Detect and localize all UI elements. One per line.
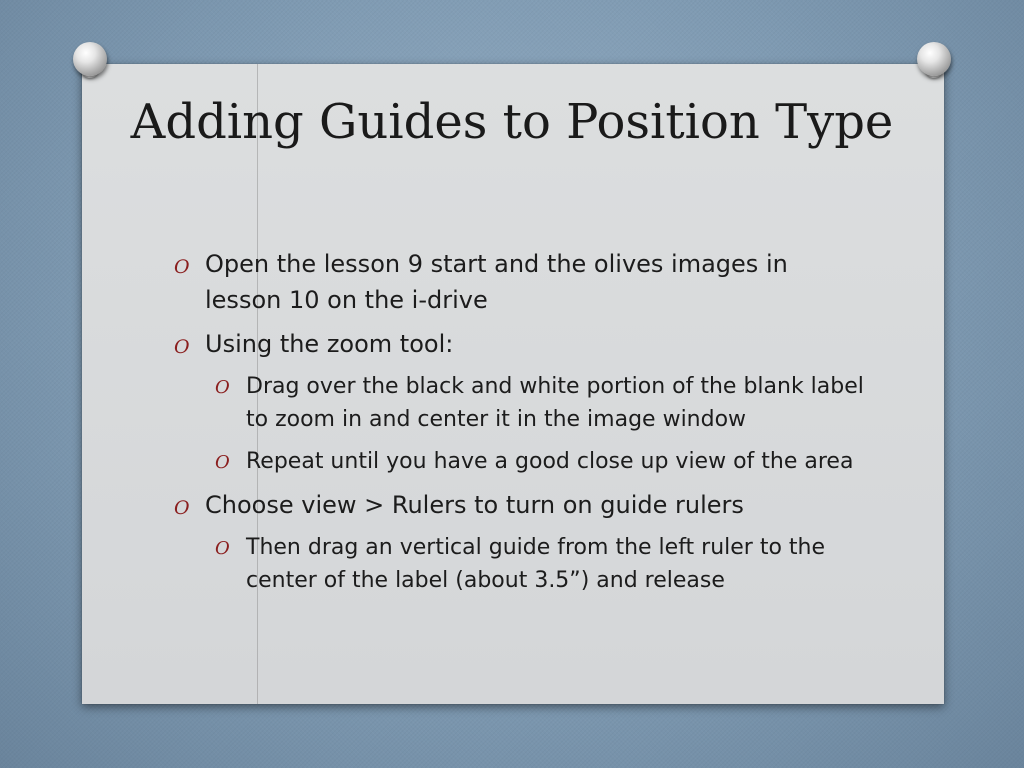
sub-bullet-item — [174, 531, 864, 597]
bullet-item — [174, 326, 864, 362]
sub-bullet-item — [174, 370, 864, 436]
bullet-item — [174, 246, 864, 318]
bullet-marker-icon: O — [215, 377, 230, 398]
bullet-text: Choose view > Rulers to turn on guide rulers — [205, 491, 744, 519]
sub-bullet-item — [174, 445, 864, 478]
sub-bullet-text: Then drag an vertical guide from the left ruler to the center of the label (about 3.5”) and release — [246, 535, 826, 593]
bullet-text: Using the zoom tool: — [205, 330, 454, 358]
bullet-list — [174, 246, 864, 611]
sub-bullet-text: Repeat until you have a good close up view of the area — [246, 449, 854, 474]
bullet-marker-icon: O — [215, 538, 230, 559]
bullet-marker-icon: O — [174, 256, 190, 278]
slide-title: Adding Guides to Position Type — [130, 94, 894, 150]
bullet-item — [174, 487, 864, 523]
pushpin-icon — [914, 40, 954, 84]
bullet-marker-icon: O — [215, 452, 230, 473]
bullet-text: Open the lesson 9 start and the olives images in lesson 10 on the i-drive — [205, 250, 788, 314]
bullet-marker-icon: O — [174, 497, 190, 519]
sub-bullet-text: Drag over the black and white portion of the blank label to zoom in and center it in the image window — [246, 374, 864, 432]
bullet-marker-icon: O — [174, 336, 190, 358]
pushpin-head — [917, 42, 951, 76]
pushpin-icon — [70, 40, 110, 84]
pushpin-head — [73, 42, 107, 76]
